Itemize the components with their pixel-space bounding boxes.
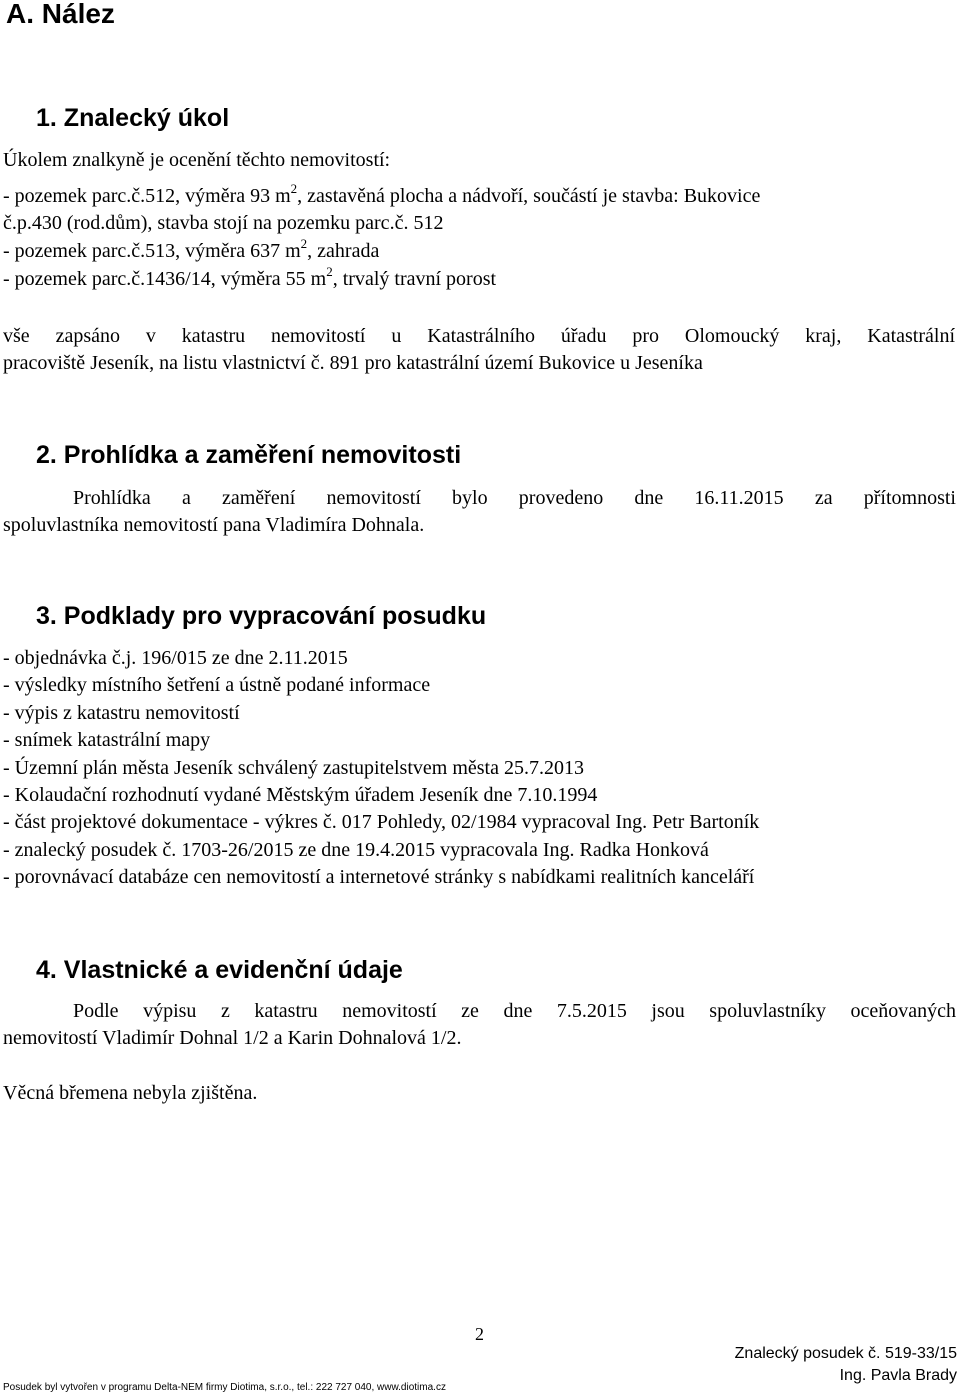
ownership-paragraph-line-2: nemovitostí Vladimír Dohnal 1/2 a Karin Dohnalová 1/2. xyxy=(3,1027,462,1049)
cadastre-paragraph-line-2: pracoviště Jeseník, na listu vlastnictví č. 891 pro katastrální území Bukovice u Jeseníka xyxy=(3,352,703,374)
page-number: 2 xyxy=(475,1324,484,1344)
section-2-title: 2. Prohlídka a zaměření nemovitosti xyxy=(36,441,462,469)
parcel-513-line xyxy=(3,238,379,265)
source-list-item: - výpis z katastru nemovitostí xyxy=(3,702,240,724)
inspection-paragraph-line-2: spoluvlastníka nemovitostí pana Vladimíra Dohnala. xyxy=(3,514,425,536)
superscript: 2 xyxy=(290,181,298,196)
source-list-item: - Územní plán města Jeseník schválený zastupitelstvem města 25.7.2013 xyxy=(3,757,584,779)
parcel-512-line-2: č.p.430 (rod.dům), stavba stojí na pozemku parc.č. 512 xyxy=(3,212,444,234)
ownership-paragraph-line-1: Podle výpisu z katastru nemovitostí ze dne 7.5.2015 jsou spoluvlastníky oceňovaných xyxy=(73,1000,956,1022)
section-1-title: 1. Znalecký úkol xyxy=(36,104,230,132)
cadastre-paragraph-line-1: vše zapsáno v katastru nemovitostí u Katastrálního úřadu pro Olomoucký kraj, Katastrální xyxy=(3,325,955,347)
source-list-item: - znalecký posudek č. 1703-26/2015 ze dne 19.4.2015 vypracovala Ing. Radka Honková xyxy=(3,839,709,861)
source-list-item: - Kolaudační rozhodnutí vydané Městským úřadem Jeseník dne 7.10.1994 xyxy=(3,784,598,806)
parcel-512-text: - pozemek parc.č.512, výměra 93 m xyxy=(3,185,291,207)
section-1-intro: Úkolem znalkyně je ocenění těchto nemovitostí: xyxy=(3,149,391,171)
parcel-513-text-cont: , zahrada xyxy=(307,240,380,262)
report-reference: Znalecký posudek č. 519-33/15 xyxy=(734,1345,957,1362)
report-author: Ing. Pavla Brady xyxy=(839,1367,957,1384)
superscript: 2 xyxy=(300,236,308,251)
easements-note: Věcná břemena nebyla zjištěna. xyxy=(3,1082,258,1104)
superscript: 2 xyxy=(326,264,333,279)
parcel-513-text: - pozemek parc.č.513, výměra 637 m xyxy=(3,240,301,262)
parcel-1436-text-cont: , trvalý travní porost xyxy=(332,268,497,290)
software-credit: Posudek byl vytvořen v programu Delta-NEM firmy Diotima, s.r.o., tel.: 222 727 040, www.diotima.cz xyxy=(3,1382,446,1393)
section-3-title: 3. Podklady pro vypracování posudku xyxy=(36,602,487,630)
parcel-512-text-cont: , zastavěná plocha a nádvoří, součástí je stavba: Bukovice xyxy=(297,185,761,207)
document-heading: A. Nález xyxy=(6,0,115,29)
source-list-item: - objednávka č.j. 196/015 ze dne 2.11.2015 xyxy=(3,647,348,669)
parcel-512-line xyxy=(3,183,760,210)
source-list-item: - část projektové dokumentace - výkres č. 017 Pohledy, 02/1984 vypracoval Ing. Petr Bartoník xyxy=(3,811,760,833)
inspection-paragraph-line-1: Prohlídka a zaměření nemovitostí bylo provedeno dne 16.11.2015 za přítomnosti xyxy=(73,487,956,509)
source-list-item: - porovnávací databáze cen nemovitostí a internetové stránky s nabídkami realitních kanceláří xyxy=(3,866,755,888)
source-list-item: - snímek katastrální mapy xyxy=(3,729,211,751)
source-list-item: - výsledky místního šetření a ústně podané informace xyxy=(3,674,431,696)
parcel-1436-line xyxy=(3,266,496,293)
parcel-1436-text: - pozemek parc.č.1436/14, výměra 55 m xyxy=(3,268,327,290)
section-4-title: 4. Vlastnické a evidenční údaje xyxy=(36,956,403,984)
